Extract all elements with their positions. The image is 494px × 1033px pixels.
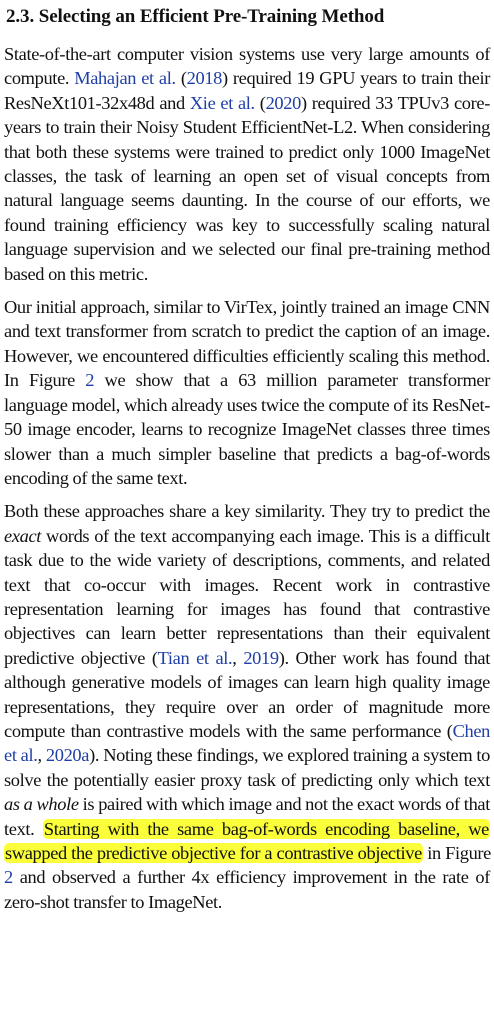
highlighted-text[interactable]: Starting with the same bag-of-words encoding baseline, we swapped the predictive objective for a contrastive objective — [5, 818, 489, 863]
text-run: , — [37, 745, 46, 766]
text-run: is paired with which image and not the exact words of that text. — [4, 794, 490, 839]
text-run: Our initial approach, similar to VirTex, jointly trained an image CNN and text transformer from scratch to predict the caption of an image. However, we encountered difficulties efficiently scaling this method. In Figure — [4, 297, 490, 391]
paragraph-3 — [4, 499, 490, 914]
citation-year-link[interactable]: 2019 — [243, 647, 279, 668]
text-run: , — [232, 647, 244, 668]
text-run: ) required 19 GPU years to train their ResNeXt101-32x48d and — [4, 68, 490, 113]
citation-year-link[interactable]: 2018 — [186, 68, 223, 89]
paragraph-2 — [4, 295, 490, 490]
text-run: ). Noting these findings, we explored training a system to solve the potentially easier proxy task of predicting only which text — [4, 745, 490, 790]
text-run: words of the text accompanying each image. This is a difficult task due to the wide variety of descriptions, comments, and related text that co-occur with images. Recent work in contrastive representation learning for images has found that contrastive objectives can learn better representations than their equivalent predictive objective ( — [4, 525, 490, 668]
emphasis-text: exact — [4, 525, 42, 546]
text-run: and observed a further 4x efficiency improvement in the rate of zero-shot transfer to ImageNet. — [4, 867, 490, 912]
citation-link[interactable]: Tian et al. — [157, 647, 233, 668]
text-run: State-of-the-art computer vision systems use very large amounts of compute. — [4, 44, 490, 89]
citation-link[interactable]: Mahajan et al. — [74, 68, 176, 89]
paragraph-1 — [4, 42, 490, 286]
text-run: Both these approaches share a key similarity. They try to predict the — [4, 501, 490, 522]
section-heading: 2.3. Selecting an Efficient Pre-Training Method — [6, 6, 385, 27]
text-run: we show that a 63 million parameter transformer language model, which already uses twice the compute of its ResNet-50 image encoder, learns to recognize ImageNet classes three times slower than a much simpler baseline that predicts a bag-of-words encoding of the same text. — [4, 370, 490, 488]
emphasis-text: as a whole — [4, 794, 79, 815]
text-run: ( — [175, 68, 187, 89]
citation-year-link[interactable]: 2020a — [45, 745, 90, 766]
text-run: ). Other work has found that although generative models of images can learn high quality image representations, they require over an order of magnitude more compute than contrastive models with the same performance ( — [4, 647, 491, 741]
citation-year-link[interactable]: 2020 — [265, 92, 301, 113]
figure-reference-link[interactable]: 2 — [4, 867, 13, 888]
citation-link[interactable]: Xie et al. — [189, 92, 255, 113]
text-run: ( — [254, 92, 266, 113]
text-run: in Figure — [422, 843, 491, 863]
text-run: ) required 33 TPUv3 core-years to train their Noisy Student EfficientNet-L2. When considering that both these systems were trained to predict only 1000 ImageNet classes, the task of learning an open set of visual concepts from natural language seems daunting. In the course of our efforts, we found training efficiency was key to successfully scaling natural language supervision and we selected our final pre-training method based on this metric. — [4, 92, 490, 284]
citation-link[interactable]: Chen et al. — [4, 720, 490, 766]
figure-reference-link[interactable]: 2 — [85, 370, 95, 391]
